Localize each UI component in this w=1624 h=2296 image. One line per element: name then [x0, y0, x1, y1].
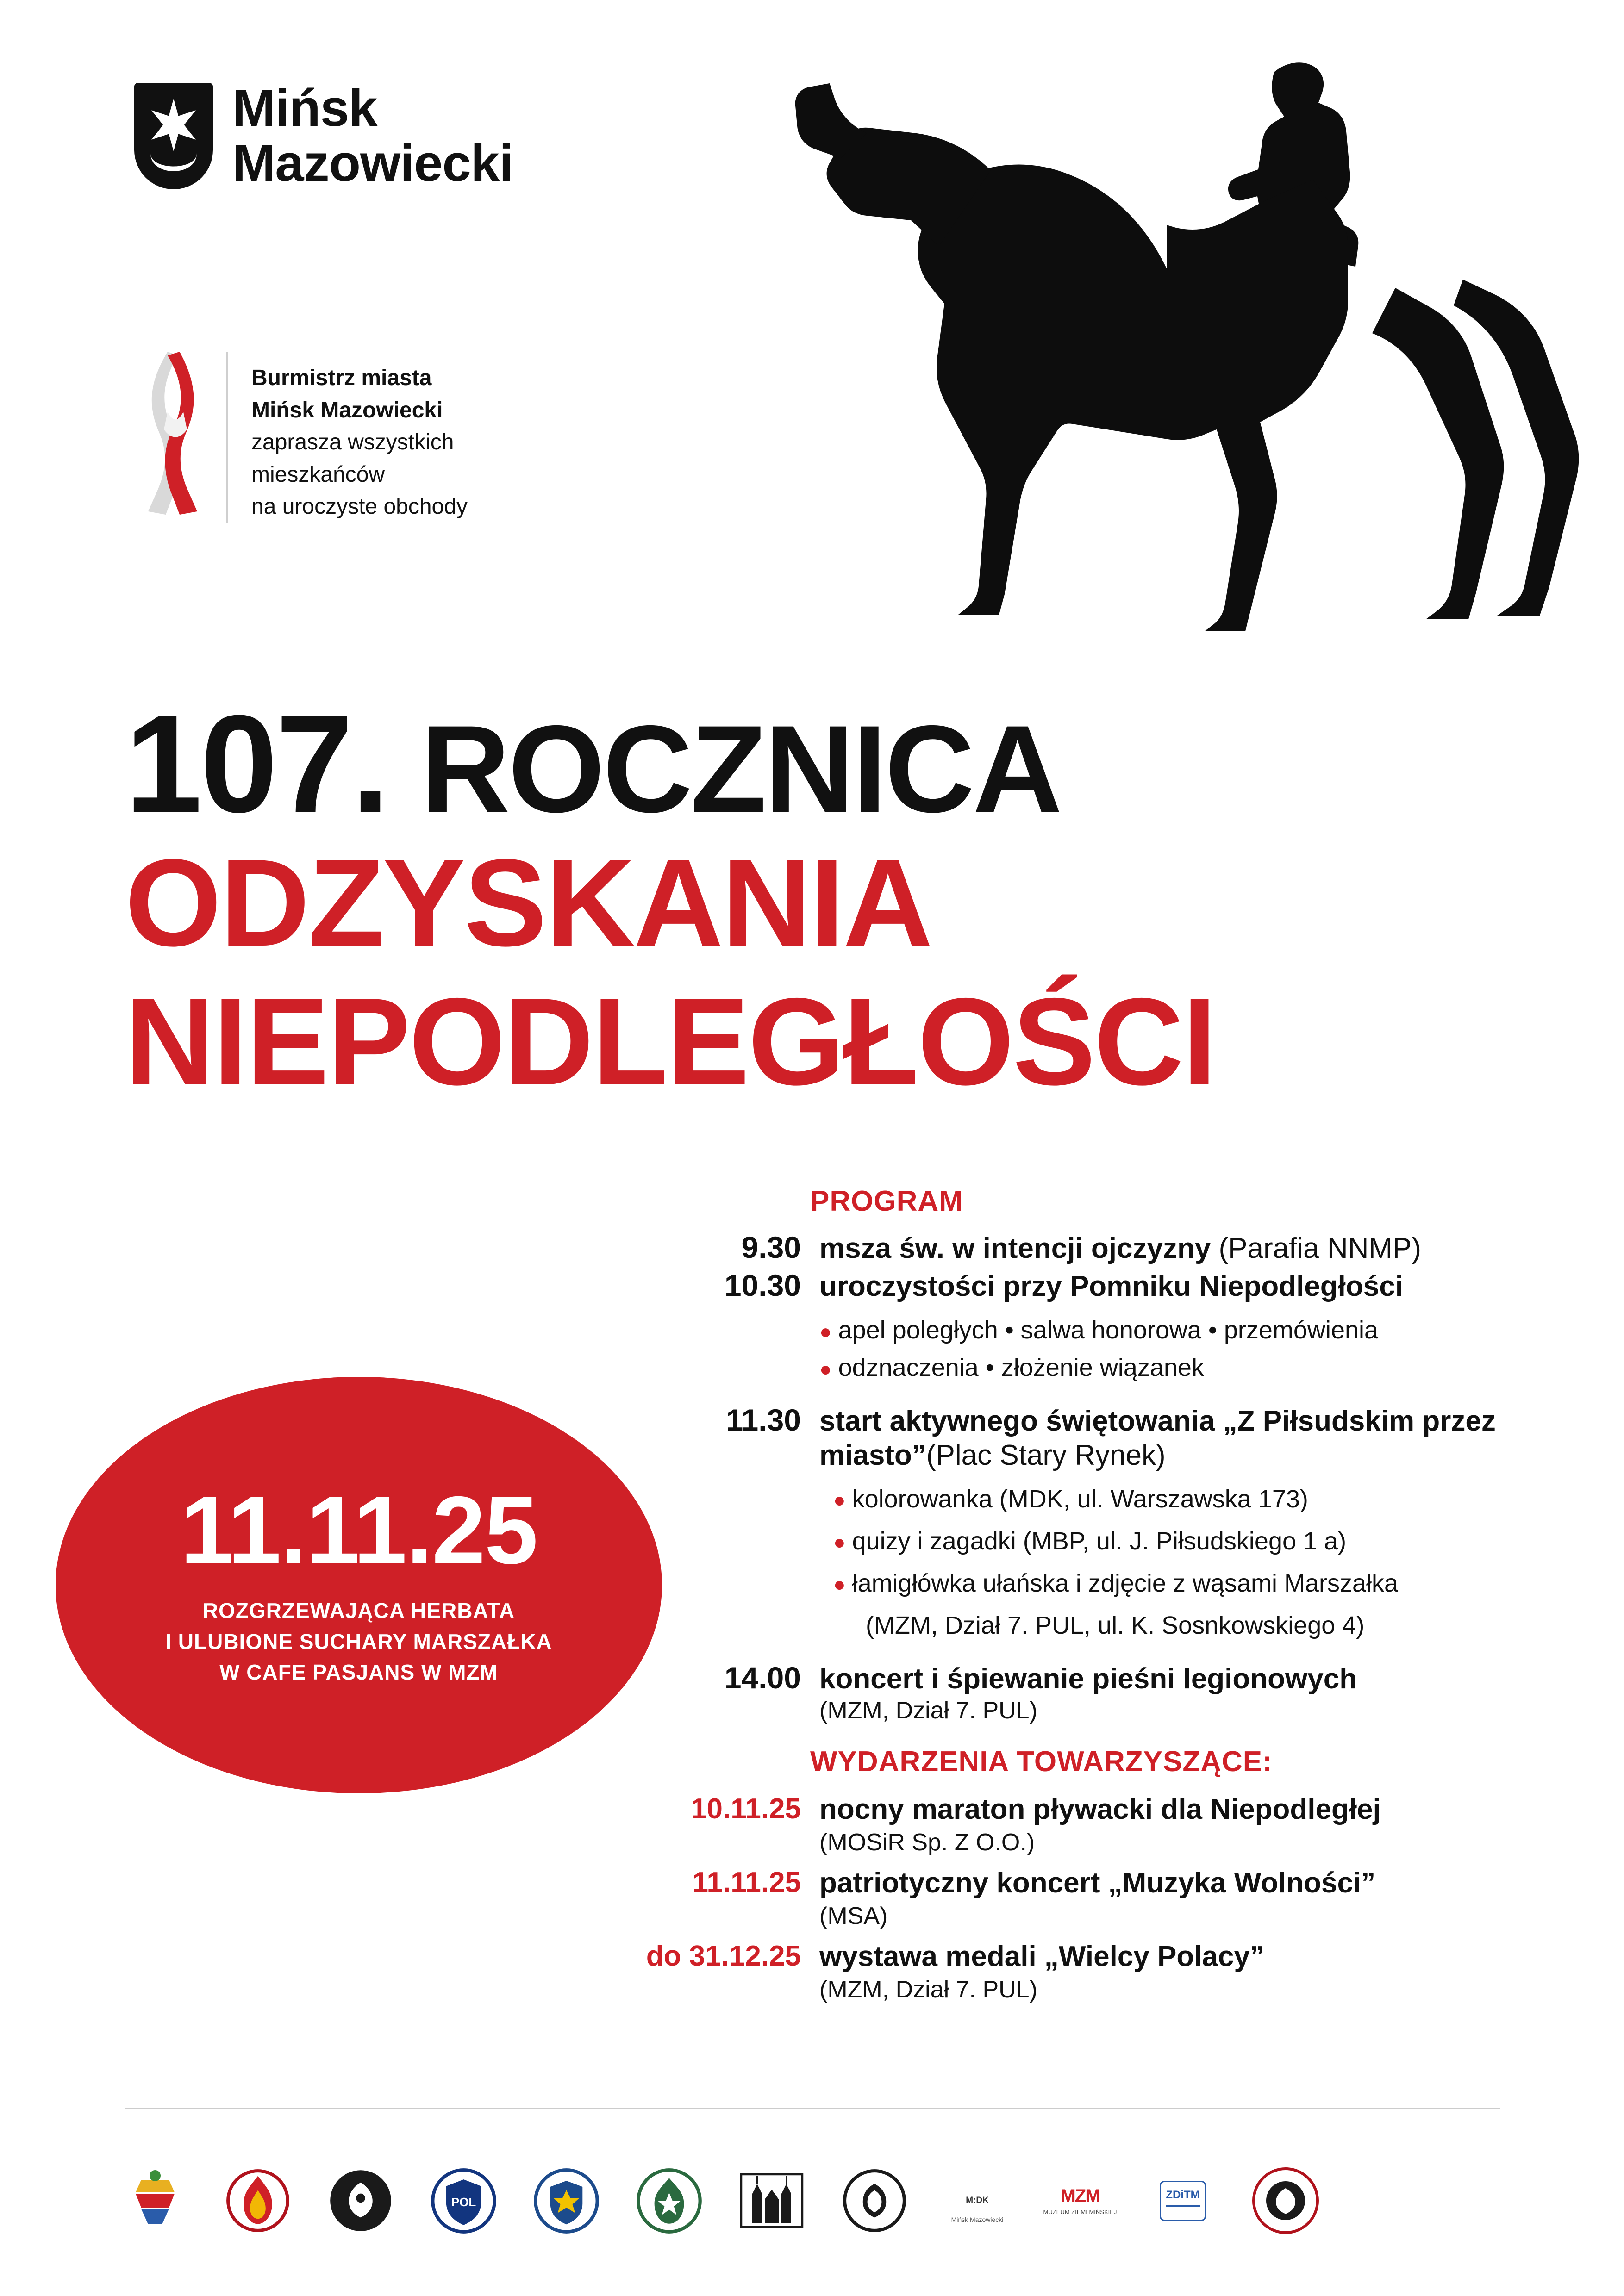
program-time: 11.30 [726, 1402, 801, 1437]
accompanying-desc [819, 1939, 1579, 2004]
program-desc-place: (MZM, Dział 7. PUL) [819, 1697, 1037, 1724]
badge-note [165, 1595, 552, 1688]
title-line-3: NIEPODLEGŁOŚCI [125, 972, 1216, 1111]
mdk-logo-label: M:DK [966, 2195, 989, 2205]
city-name-line2: Mazowiecki [232, 134, 513, 192]
program-desc-normal: (Parafia NNMP) [1211, 1232, 1422, 1264]
accompanying-row [616, 1866, 1579, 1931]
accompanying-title: patriotyczny koncert „Muzyka Wolności” [819, 1867, 1376, 1899]
bullet-dot-icon: ● [833, 1489, 846, 1512]
city-logo [134, 81, 513, 191]
footer-divider [125, 2108, 1500, 2109]
invite-line1: Burmistrz miasta [251, 366, 432, 390]
date-badge [56, 1377, 662, 1793]
bullet-line [819, 1312, 1579, 1349]
program-desc-normal: (Plac Stary Rynek) [926, 1439, 1166, 1472]
bullet-line [833, 1565, 1579, 1602]
bullet-text: odznaczenia • złożenie wiązanek [838, 1353, 1204, 1381]
bullet-dot-icon: ● [819, 1357, 832, 1381]
police-logo-icon [424, 2161, 503, 2240]
program-bullets [833, 1481, 1579, 1644]
mzm-museum-logo-icon: MZM MUZEUM ZIEMI MIŃSKIEJ [1043, 2186, 1117, 2215]
city-name [232, 81, 513, 191]
title-line-1 [125, 686, 1560, 841]
badge-note-line2: I ULUBIONE SUCHARY MARSZAŁKA [165, 1629, 552, 1654]
white-red-ribbon-icon [139, 352, 208, 518]
crescent-moon-icon [148, 152, 199, 179]
accompanying-heading: WYDARZENIA TOWARZYSZĄCE: [810, 1746, 1273, 1778]
accompanying-desc [819, 1866, 1579, 1931]
bullet-dot-icon: ● [819, 1320, 832, 1343]
program-desc-bold: start aktywnego świętowania „Z Piłsudskim przez miasto” [819, 1405, 1496, 1472]
parish-church-logo-icon [732, 2161, 811, 2240]
sports-club-round-logo-icon [1246, 2161, 1325, 2240]
bullet-text: quizy i zagadki (MBP, ul. J. Piłsudskiego 1 a) [852, 1527, 1347, 1555]
program-desc [819, 1268, 1579, 1304]
bullet-line [819, 1349, 1579, 1387]
accompanying-place: (MSA) [819, 1903, 888, 1930]
fire-brigade-osp-logo-icon [219, 2161, 297, 2240]
minsk-mazowiecki-colorful-emblem-logo-icon [116, 2161, 194, 2240]
program-row [616, 1230, 1579, 1266]
invite-line4: mieszkańców [251, 462, 385, 487]
bullet-text: łamigłówka ułańska i zdjęcie z wąsami Marszałka [852, 1569, 1399, 1597]
bullet-text: kolorowanka (MDK, ul. Warszawska 173) [852, 1485, 1308, 1513]
badge-note-line1: ROZGRZEWAJĄCA HERBATA [202, 1598, 515, 1623]
zditm-logo-icon [1143, 2161, 1222, 2240]
accompanying-title: wystawa medali „Wielcy Polacy” [819, 1941, 1264, 1973]
accompanying-date: 11.11.25 [692, 1867, 801, 1899]
program-heading: PROGRAM [810, 1185, 963, 1217]
bullet-line [833, 1523, 1579, 1560]
program-section [616, 1185, 1579, 2013]
program-time: 9.30 [741, 1230, 801, 1264]
svg-text:POL: POL [451, 2195, 476, 2209]
program-desc-bold: koncert i śpiewanie pieśni legionowych [819, 1662, 1357, 1695]
white-eagle-society-logo-icon [835, 2161, 914, 2240]
title-anniversary-number: 107. [125, 686, 388, 841]
bullet-text: apel poległych • salwa honorowa • przemówienia [838, 1316, 1379, 1344]
invite-text [251, 352, 468, 523]
program-desc-bold: uroczystości przy Pomniku Niepodległości [819, 1270, 1403, 1303]
bullet-dot-icon: ● [833, 1531, 846, 1554]
straz-miejska-logo-icon [527, 2161, 606, 2240]
invite-line5: na uroczyste obchody [251, 494, 468, 519]
zditm-logo-label: ZDiTM [1166, 2188, 1200, 2201]
accompanying-row [616, 1939, 1579, 2004]
city-name-line1: Mińsk [232, 79, 377, 137]
program-time: 10.30 [724, 1268, 801, 1303]
accompanying-date: do 31.12.25 [646, 1940, 801, 1972]
program-desc [819, 1230, 1579, 1266]
title-line-2: ODZYSKANIA [125, 833, 931, 972]
program-row [616, 1402, 1579, 1473]
accompanying-place: (MZM, Dział 7. PUL) [819, 1976, 1037, 2004]
program-desc [819, 1660, 1579, 1725]
badge-date: 11.11.25 [180, 1476, 537, 1584]
bullet-dot-icon: ● [833, 1573, 846, 1596]
badge-note-line3: W CAFE PASJANS W MZM [219, 1660, 498, 1685]
program-row [616, 1268, 1579, 1304]
mzm-logo-label: MZM [1060, 2186, 1100, 2206]
mayor-invitation [139, 352, 468, 523]
program-row [616, 1660, 1579, 1725]
black-eagle-emblem-logo-icon [321, 2161, 400, 2240]
title-rocznica: ROCZNICA [420, 699, 1061, 838]
zhp-scouts-logo-icon [630, 2161, 708, 2240]
accompanying-row [616, 1792, 1579, 1857]
star-icon [147, 99, 200, 151]
bullet-line [833, 1481, 1579, 1518]
minsk-mazowiecki-crest-icon [134, 83, 213, 189]
bullet-note: (MZM, Dział 7. PUL, ul. K. Sosnkowskiego 4) [866, 1611, 1365, 1639]
partner-logos [116, 2147, 1509, 2254]
invite-divider [226, 352, 228, 523]
program-desc-bold: msza św. w intencji ojczyzny [819, 1232, 1211, 1264]
pilsudski-on-horseback-silhouette-icon [685, 56, 1583, 773]
invite-line3: zaprasza wszystkich [251, 430, 454, 455]
mdk-logo-icon: M:DK Mińsk Mazowiecki [951, 2195, 1004, 2223]
accompanying-place: (MOSiR Sp. Z O.O.) [819, 1829, 1035, 1856]
invite-line2: Mińsk Mazowiecki [251, 398, 443, 423]
page-title [125, 686, 1560, 1111]
program-bullets [819, 1312, 1579, 1387]
program-desc [819, 1402, 1579, 1473]
accompanying-title: nocny maraton pływacki dla Niepodległej [819, 1793, 1381, 1826]
accompanying-desc [819, 1792, 1579, 1857]
program-time: 14.00 [724, 1660, 801, 1695]
accompanying-date: 10.11.25 [691, 1793, 801, 1825]
